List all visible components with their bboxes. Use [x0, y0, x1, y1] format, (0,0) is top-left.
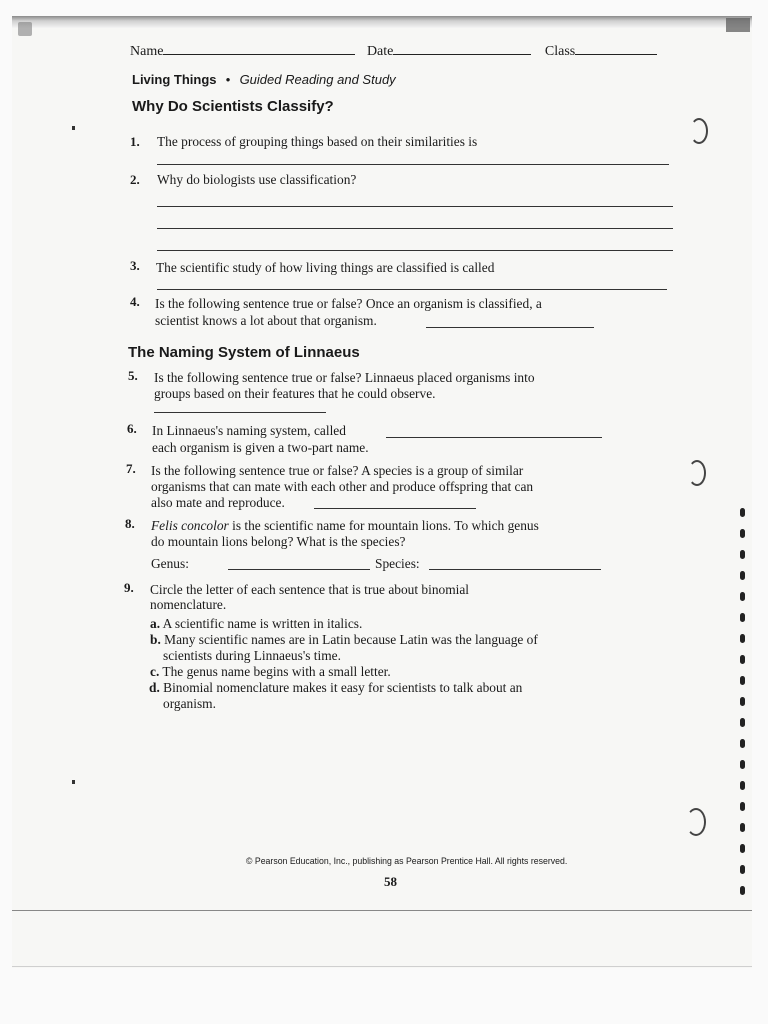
species-field[interactable]	[429, 569, 601, 570]
binder-hole-icon	[686, 808, 706, 836]
question-number: 5.	[128, 368, 138, 383]
answer-line[interactable]	[154, 412, 326, 413]
option-d-text2: organism.	[163, 696, 216, 711]
question-2-text: Why do biologists use classification?	[157, 172, 357, 187]
question-number: 4.	[130, 294, 140, 309]
binding-ring-icon	[740, 676, 745, 685]
binding-ring-icon	[740, 865, 745, 874]
question-5-line1: Is the following sentence true or false? Linnaeus placed organisms into	[154, 370, 535, 385]
chapter-line	[132, 72, 396, 88]
species-label: Species:	[375, 556, 420, 571]
section-title-linnaeus: The Naming System of Linnaeus	[128, 344, 360, 361]
option-letter[interactable]: d.	[149, 680, 160, 695]
class-field[interactable]	[575, 53, 657, 55]
question-7-line3: also mate and reproduce.	[151, 495, 285, 510]
option-a-text: A scientific name is written in italics.	[162, 616, 363, 631]
chapter-title: Living Things	[132, 72, 217, 87]
option-letter[interactable]: b.	[150, 632, 161, 647]
question-number: 1.	[130, 134, 140, 149]
option-d-text: Binomial nomenclature makes it easy for scientists to talk about an	[163, 680, 523, 695]
date-field[interactable]	[393, 53, 531, 55]
question-4-line2: scientist knows a lot about that organism.	[155, 313, 377, 328]
question-number: 6.	[127, 421, 137, 436]
question-7-line2: organisms that can mate with each other and produce offspring that can	[151, 479, 534, 494]
answer-line[interactable]	[426, 327, 594, 328]
option-letter[interactable]: c.	[150, 664, 160, 679]
binder-hole-icon	[690, 118, 708, 144]
binding-ring-icon	[740, 529, 745, 538]
question-4-line1: Is the following sentence true or false? Once an organism is classified, a	[155, 296, 542, 311]
copyright: © Pearson Education, Inc., publishing as Pearson Prentice Hall. All rights reserved.	[246, 856, 568, 867]
question-8-line2: do mountain lions belong? What is the species?	[151, 534, 406, 549]
binding-ring-icon	[740, 571, 745, 580]
bullet: •	[225, 72, 231, 87]
binding-ring-icon	[740, 718, 745, 727]
question-5-line2: groups based on their features that he could observe.	[154, 386, 436, 401]
section-title-classify: Why Do Scientists Classify?	[132, 98, 334, 115]
answer-line[interactable]	[386, 437, 602, 438]
question-1-text: The process of grouping things based on their similarities is	[157, 134, 478, 149]
question-3-text: The scientific study of how living things are classified is called	[156, 260, 495, 275]
scan-top-edge	[12, 16, 752, 28]
binding-ring-icon	[740, 634, 745, 643]
option-a[interactable]	[150, 616, 362, 631]
binding-ring-icon	[740, 739, 745, 748]
binding-ring-icon	[740, 823, 745, 832]
header-row	[130, 44, 690, 60]
scan-corner-mark-right	[726, 18, 750, 32]
binding-ring-icon	[740, 613, 745, 622]
binding-ring-icon	[740, 760, 745, 769]
option-b-text2: scientists during Linnaeus's time.	[163, 648, 341, 663]
question-number: 2.	[130, 172, 140, 187]
option-letter[interactable]: a.	[150, 616, 161, 631]
option-c[interactable]	[150, 664, 391, 679]
binding-ring-icon	[740, 781, 745, 790]
question-number: 9.	[124, 580, 134, 595]
scan-bottom-edge	[12, 966, 752, 967]
question-number: 3.	[130, 258, 140, 273]
page-bottom-line	[12, 910, 752, 911]
page-number: 58	[384, 874, 397, 889]
binding-ring-icon	[740, 508, 745, 517]
scan-speck	[72, 126, 75, 130]
answer-line[interactable]	[314, 508, 476, 509]
option-b[interactable]	[150, 632, 538, 647]
answer-line[interactable]	[157, 206, 673, 207]
binding-ring-icon	[740, 655, 745, 664]
answer-line[interactable]	[157, 289, 667, 290]
binding-ring-icon	[740, 886, 745, 895]
name-label: Name	[130, 44, 164, 59]
name-field[interactable]	[163, 53, 355, 55]
binder-hole-icon	[688, 460, 706, 486]
answer-line[interactable]	[157, 164, 669, 165]
binding-ring-icon	[740, 844, 745, 853]
question-number: 8.	[125, 516, 135, 531]
date-label: Date	[366, 44, 394, 59]
binding-ring-icon	[740, 697, 745, 706]
scientific-name: Felis concolor	[151, 518, 229, 533]
question-8-line1-rest: is the scientific name for mountain lions. To which genus	[232, 518, 539, 533]
question-number: 7.	[126, 461, 136, 476]
scan-speck	[72, 780, 75, 784]
answer-line[interactable]	[157, 228, 673, 229]
genus-field[interactable]	[228, 569, 370, 570]
option-c-text: The genus name begins with a small letter.	[162, 664, 391, 679]
binding-ring-icon	[740, 592, 745, 601]
question-8-line1	[151, 518, 539, 533]
answer-line[interactable]	[157, 250, 673, 251]
chapter-subtitle: Guided Reading and Study	[239, 72, 396, 87]
class-label: Class	[544, 44, 576, 59]
binding-ring-icon	[740, 550, 745, 559]
question-9-line1: Circle the letter of each sentence that is true about binomial	[150, 582, 470, 597]
genus-label: Genus:	[151, 556, 189, 571]
binding-ring-icon	[740, 802, 745, 811]
option-b-text: Many scientific names are in Latin because Latin was the language of	[164, 632, 538, 647]
question-7-line1: Is the following sentence true or false? A species is a group of similar	[151, 463, 524, 478]
question-6-line1: In Linnaeus's naming system, called	[152, 423, 346, 438]
question-6-line2: each organism is given a two-part name.	[152, 440, 369, 455]
option-d[interactable]	[149, 680, 522, 695]
question-9-line2: nomenclature.	[150, 597, 227, 612]
scan-corner-mark	[18, 22, 32, 36]
